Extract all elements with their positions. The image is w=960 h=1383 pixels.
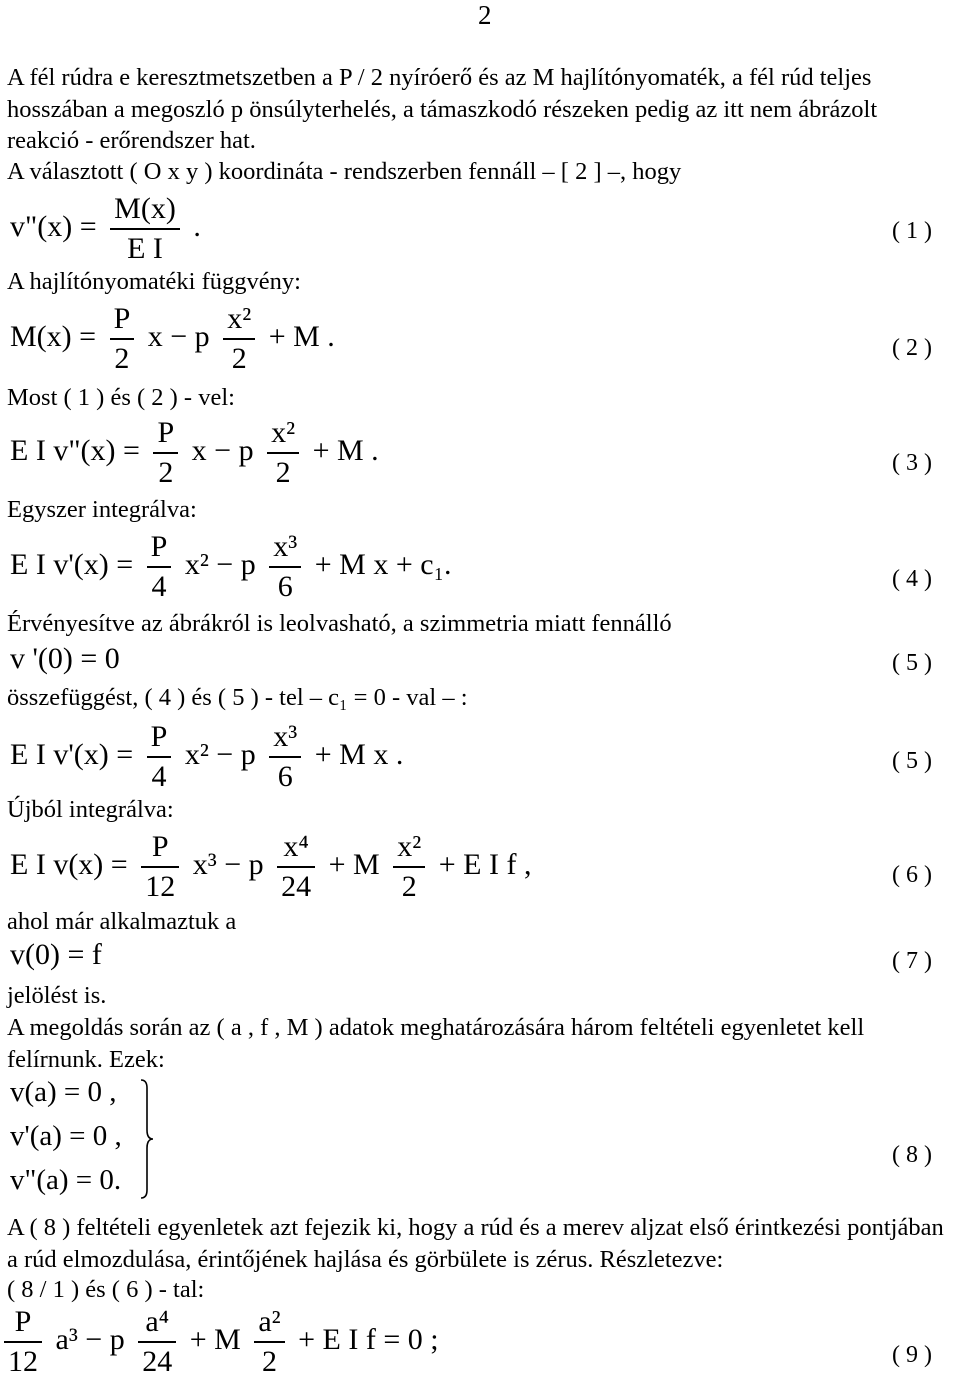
eq1-denominator: E I xyxy=(110,228,180,268)
eq4-term-2: + M x + c₁. xyxy=(314,547,452,581)
equation-label-5b: ( 5 ) xyxy=(892,748,932,774)
eq9-fraction-1 xyxy=(4,1303,42,1381)
paragraph-explanation: A ( 8 ) feltételi egyenletek azt fejezik ki, hogy a rúd és a merev aljzat első érintkezési pontjában a rúd elmozdulása, érintőjének hajlása és görbülete is zérus. Részletezve: xyxy=(7,1214,944,1273)
eq9-f2-num: a⁴ xyxy=(145,1305,170,1338)
equation-4 xyxy=(10,528,452,606)
paragraph-bending-moment: A hajlítónyomatéki függvény: xyxy=(7,268,301,295)
eq3-lhs: E I v"(x) = xyxy=(10,433,140,467)
eq4-f1-num: P xyxy=(150,530,168,563)
equation-5b xyxy=(10,718,403,796)
eq4-fraction-1 xyxy=(147,528,172,606)
eq6-f3-num: x² xyxy=(397,830,422,863)
equation-label-7: ( 7 ) xyxy=(892,948,932,974)
equation-label-9: ( 9 ) xyxy=(892,1342,932,1368)
eq3-term-1: x − p xyxy=(191,433,254,467)
eq2-f1-num: P xyxy=(113,302,131,335)
paragraph-relation: összefüggést, ( 4 ) és ( 5 ) - tel – c₁ = 0 - val – : xyxy=(7,684,468,711)
paragraph-applied: ahol már alkalmaztuk a xyxy=(7,908,237,935)
eq2-fraction-2 xyxy=(223,300,255,378)
equation-2 xyxy=(10,300,335,378)
eq2-term-2: + M . xyxy=(268,319,335,353)
equation-1 xyxy=(10,190,201,268)
eq5b-term-2: + M x . xyxy=(314,737,404,771)
eq5b-f2-num: x³ xyxy=(273,720,298,753)
eq5b-f1-num: P xyxy=(150,720,168,753)
eq9-term-2: + M xyxy=(189,1322,241,1356)
eq6-fraction-2 xyxy=(277,828,315,906)
eq9-fraction-2 xyxy=(138,1303,176,1381)
eq5b-f1-den: 4 xyxy=(147,756,172,796)
eq3-f1-den: 2 xyxy=(153,452,178,492)
eq9-f3-num: a² xyxy=(258,1305,281,1338)
eq5b-lhs: E I v'(x) = xyxy=(10,737,134,771)
eq5b-fraction-2 xyxy=(269,718,301,796)
eq4-f2-num: x³ xyxy=(273,530,298,563)
eq6-f1-den: 12 xyxy=(141,866,179,906)
equation-7: v(0) = f xyxy=(10,938,102,971)
eq6-term-3: + E I f , xyxy=(438,847,532,881)
eq9-f3-den: 2 xyxy=(254,1341,284,1381)
eq6-term-2: + M xyxy=(328,847,380,881)
paragraph-integrate-once: Egyszer integrálva: xyxy=(7,496,197,523)
eq9-f1-num: P xyxy=(14,1305,32,1338)
eq9-fraction-3 xyxy=(254,1303,284,1381)
paragraph-integrate-again: Újból integrálva: xyxy=(7,796,174,823)
eq9-f2-den: 24 xyxy=(138,1341,176,1381)
eq6-lhs: E I v(x) = xyxy=(10,847,128,881)
eq1-lhs: v"(x) = xyxy=(10,209,97,243)
equation-label-2: ( 2 ) xyxy=(892,335,932,361)
eq5b-f2-den: 6 xyxy=(269,756,301,796)
eq1-tail: . xyxy=(193,209,201,243)
eq2-f1-den: 2 xyxy=(110,338,135,378)
eq2-f2-num: x² xyxy=(227,302,252,335)
equation-label-3: ( 3 ) xyxy=(892,450,932,476)
equation-label-8: ( 8 ) xyxy=(892,1142,932,1168)
eq4-lhs: E I v'(x) = xyxy=(10,547,134,581)
eq3-fraction-2 xyxy=(267,414,299,492)
paragraph-symmetry: Érvényesítve az ábrákról is leolvasható, a szimmetria miatt fennálló xyxy=(7,610,672,637)
eq3-fraction-1 xyxy=(153,414,178,492)
eq1-numerator: M(x) xyxy=(114,192,176,225)
eq2-fraction-1 xyxy=(110,300,135,378)
eq3-f1-num: P xyxy=(157,416,175,449)
paragraph-intro: A fél rúdra e keresztmetszetben a P / 2 nyíróerő és az M hajlítónyomaték, a fél rúd teljes hosszában a megoszló p önsúlyterhelés, a támaszkodó részeken pedig az itt nem ábrázolt reakció - erőrendszer hat. xyxy=(7,64,878,154)
paragraph-coordinate-system: A választott ( O x y ) koordináta - rendszerben fennáll – [ 2 ] –, hogy xyxy=(7,158,682,185)
eq6-term-1: x³ − p xyxy=(192,847,264,881)
eq4-term-1: x² − p xyxy=(184,547,256,581)
eq6-f3-den: 2 xyxy=(393,866,425,906)
eq6-f2-den: 24 xyxy=(277,866,315,906)
right-brace-icon xyxy=(140,1078,154,1200)
equation-6 xyxy=(10,828,531,906)
eq9-term-3: + E I f = 0 ; xyxy=(298,1322,439,1356)
eq4-fraction-2 xyxy=(269,528,301,606)
equation-8-line-3: v"(a) = 0. xyxy=(10,1164,122,1196)
eq6-fraction-1 xyxy=(141,828,179,906)
paragraph-notation: jelölést is. xyxy=(7,982,107,1009)
eq4-f1-den: 4 xyxy=(147,566,172,606)
eq9-f1-den: 12 xyxy=(4,1341,42,1381)
page-number: 2 xyxy=(478,0,492,30)
eq2-term-1: x − p xyxy=(147,319,210,353)
equation-8-line-1: v(a) = 0 , xyxy=(10,1076,117,1108)
eq6-f1-num: P xyxy=(151,830,169,863)
eq3-term-2: + M . xyxy=(312,433,379,467)
eq5b-term-1: x² − p xyxy=(184,737,256,771)
paragraph-conditions: A megoldás során az ( a , f , M ) adatok meghatározására három feltételi egyenletet kell felírnunk. Ezek: xyxy=(7,1014,865,1073)
equation-3 xyxy=(10,414,379,492)
eq2-f2-den: 2 xyxy=(223,338,255,378)
eq6-fraction-3 xyxy=(393,828,425,906)
equation-5a: v '(0) = 0 xyxy=(10,642,120,675)
eq5b-fraction-1 xyxy=(147,718,172,796)
equation-label-5a: ( 5 ) xyxy=(892,650,932,676)
eq2-lhs: M(x) = xyxy=(10,319,97,353)
paragraph-combine: Most ( 1 ) és ( 2 ) - vel: xyxy=(7,384,235,411)
eq6-f2-num: x⁴ xyxy=(283,830,309,863)
equation-label-1: ( 1 ) xyxy=(892,218,932,244)
eq4-f2-den: 6 xyxy=(269,566,301,606)
eq3-f2-den: 2 xyxy=(267,452,299,492)
paragraph-detail: ( 8 / 1 ) és ( 6 ) - tal: xyxy=(7,1276,205,1303)
equation-8-line-2: v'(a) = 0 , xyxy=(10,1120,122,1152)
equation-9 xyxy=(4,1303,439,1381)
eq3-f2-num: x² xyxy=(271,416,296,449)
equation-label-6: ( 6 ) xyxy=(892,862,932,888)
equation-label-4: ( 4 ) xyxy=(892,566,932,592)
eq9-term-1: a³ − p xyxy=(55,1322,125,1356)
eq1-fraction xyxy=(110,190,180,268)
